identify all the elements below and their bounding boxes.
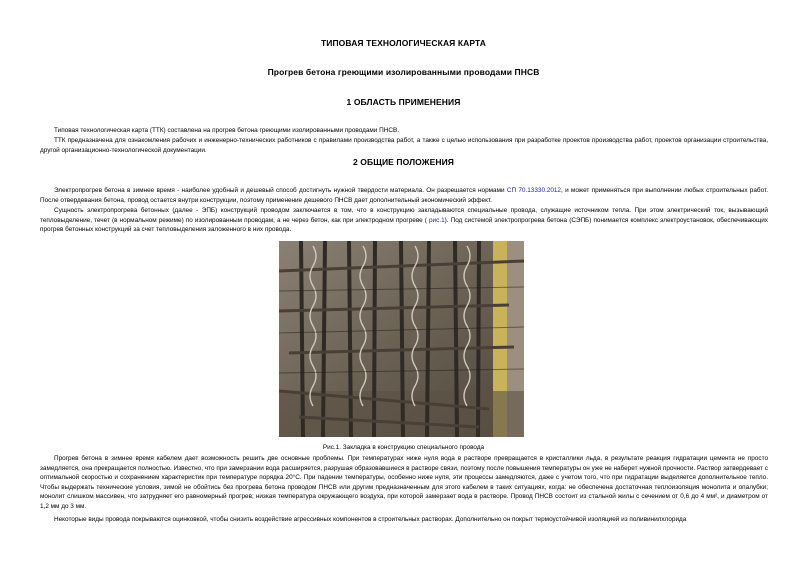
sp-70-link[interactable]: СП 70.13330.2012: [506, 187, 561, 194]
rebar-cage-illustration: [279, 241, 524, 437]
section-2-heading: 2 ОБЩИЕ ПОЛОЖЕНИЯ: [353, 157, 454, 167]
section-2-paragraph-2-text: Сущность электропрогрева бетонных (далее - ЭПБ) конструкций проводом заключается в том, что в конструкцию закладываются специальные провода, служащие источником тепла. При этом электрический ток, вызывающий тепловыделение, течет (в нормальном режиме) по изолированным проводам, а не через бетон, как при электродном прогреве (: [40, 207, 768, 224]
section-2-paragraph-1-text: Электропрогрев бетона в зимнее время - наиболее удобный и дешевый способ достигнуть нужной твердости материала. Он разрешается нормами: [54, 187, 507, 194]
section-2-paragraph-2: [40, 206, 768, 235]
figure-1-caption: Рис.1. Закладка в конструкцию специального провода: [322, 444, 485, 451]
document-title: ТИПОВАЯ ТЕХНОЛОГИЧЕСКАЯ КАРТА: [320, 38, 487, 48]
section-2-paragraph-3: Прогрев бетона в зимнее время кабелем дает возможность решить две основные проблемы. При температурах ниже нуля вода в растворе превращается в кристаллики льда, в результате реакция гидратации цемента не просто замедляется, она прекращается полностью. Известно, что при замерзании вода расширяется, разрушая образовавшиеся в растворе связи, поэтому после повышения температуры он уже не наберет нужной прочности. Раствор затвердевает с оптимальной скоростью и сохранением характеристик при температуре порядка 20°С. При падении температуры, особенно ниже нуля, эти процессы замедляются, даже с учетом того, что при гидратации выделяется дополнительное тепло. Чтобы выдержать технические условия, зимой не обойтись без прогрева бетона проводом ПНСВ или другим предназначенным для этого кабелем в таких ситуациях, когда: не обеспечена достаточная теплоизоляция монолита и опалубки; монолит слишком массивен, что затрудняет его равномерный прогрев; низкая температура окружающего воздуха, при которой замерзает вода в растворе. Провод ПНСВ состоит из стальной жилы с сечением от 0,6 до 4 мм², и диаметром от 1,2 мм до 3 мм.: [40, 455, 768, 510]
document-subtitle: Прогрев бетона греющими изолированными проводами ПНСВ: [267, 67, 540, 77]
section-1-paragraph-2: ТТК предназначена для ознакомления рабочих и инженерно-технических работников с правилами производства работ, а также с целью использования при разработке проектов производства работ, проектов организации строительства, другой организационно-технологической документации.: [40, 137, 768, 154]
section-2-paragraph-1: [40, 186, 768, 205]
figure-1-link[interactable]: рис.1: [429, 216, 445, 224]
rebar-cage-photo: [279, 241, 524, 437]
section-1-heading: 1 ОБЛАСТЬ ПРИМЕНЕНИЯ: [346, 97, 461, 107]
section-2-paragraph-1-text-end: , и может применяться при выполнении любых строительных работ. После отвердевания бетона, провод остается внутри конструкции, поэтому применение дешевого ПНСВ дает дополнительный экономический эффект.: [40, 187, 768, 204]
section-2-paragraph-4: Некоторые виды провода покрываются оцинковкой, чтобы снизить воздействие агрессивных компонентов в строительных растворах. Дополнительно он покрыт термоустойчивой изоляцией из поливинилхлорида: [54, 516, 687, 523]
section-1-paragraph-1: Типовая технологическая карта (ТТК) составлена на прогрев бетона греющими изолированными проводами ПНСВ.: [54, 127, 399, 134]
section-2-paragraph-2-text-end: ). Под системой электропрогрева бетона (СЭПБ) понимается комплекс электроустановок, обеспечивающих прогрев бетонных конструкций за счет тепловыделения заложенного в них провода.: [40, 216, 769, 234]
